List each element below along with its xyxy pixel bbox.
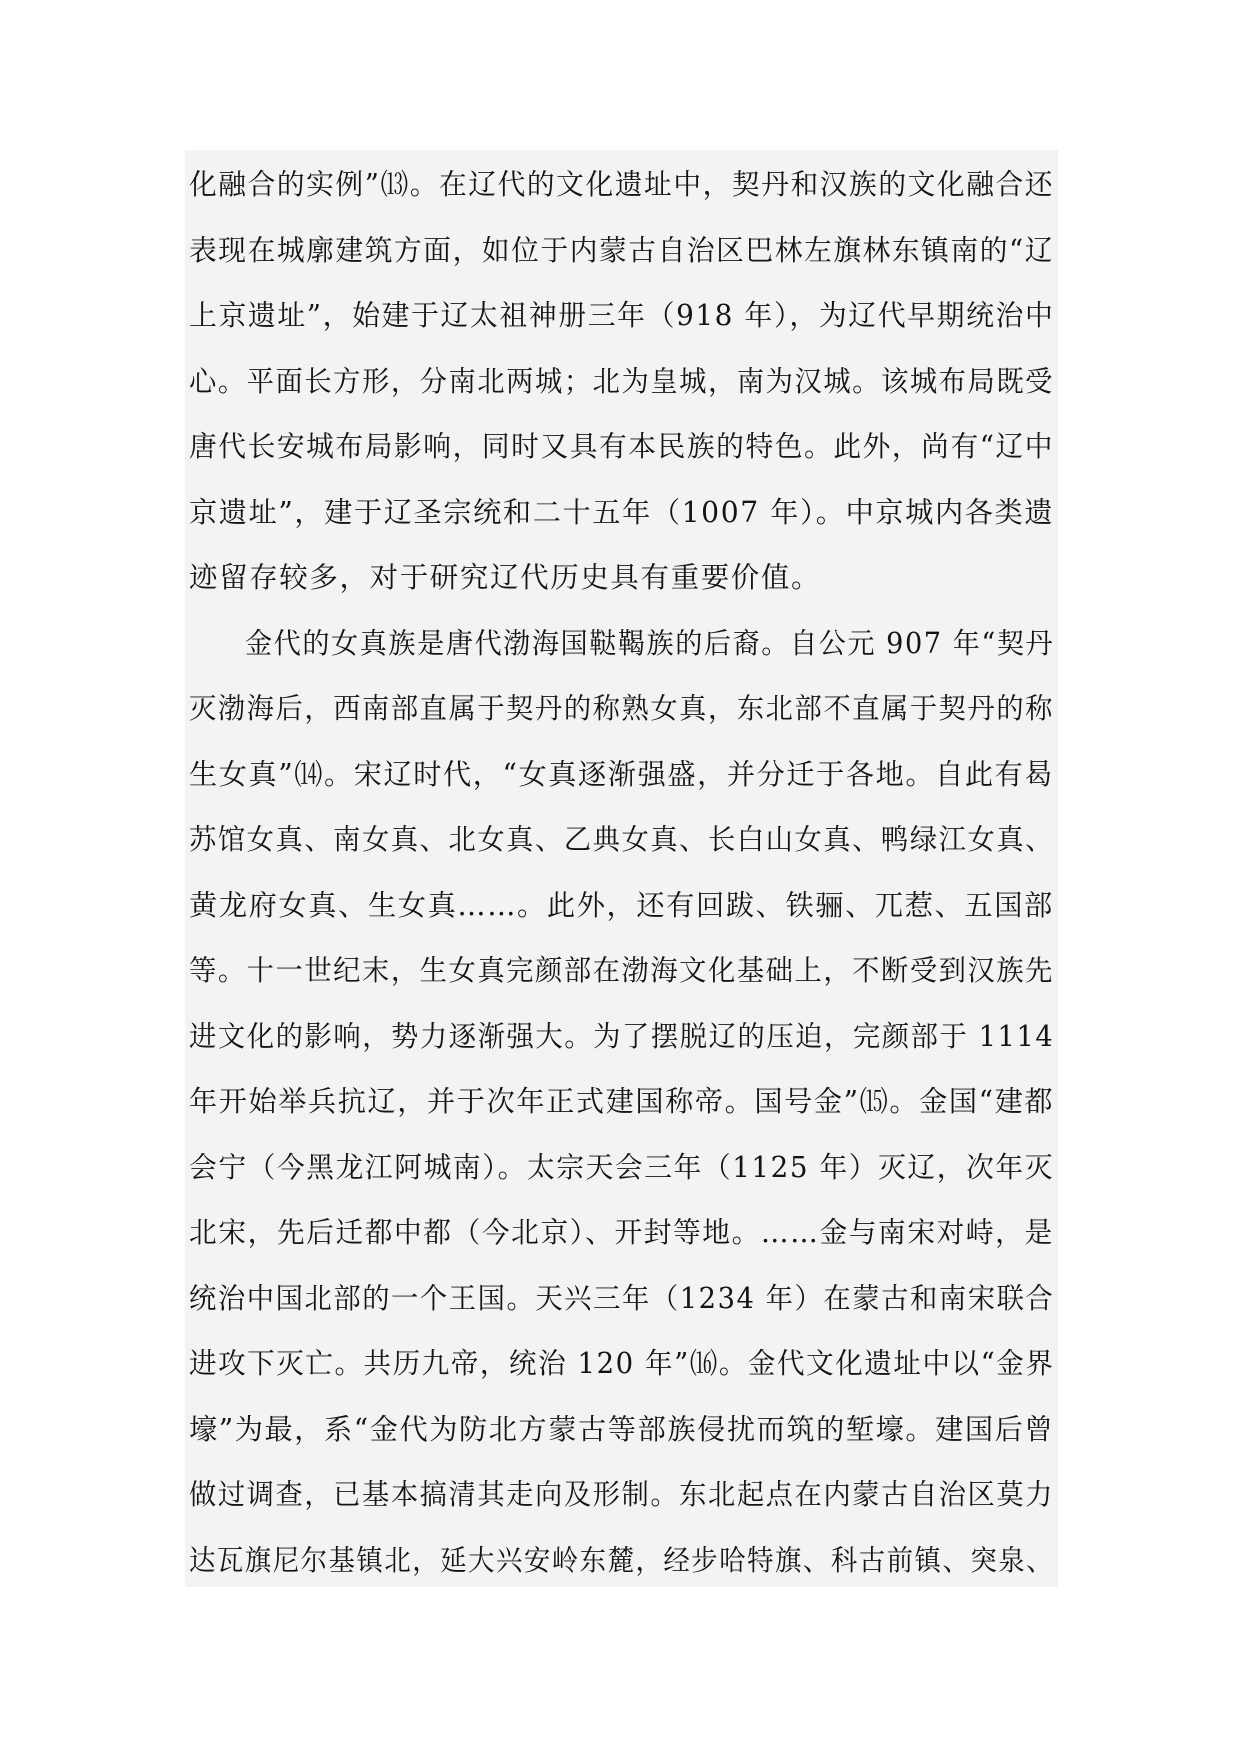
text-line: 达瓦旗尼尔基镇北，延大兴安岭东麓，经步哈特旗、科古前镇、突泉、 bbox=[189, 1543, 1055, 1577]
text-line: 等。十一世纪末，生女真完颜部在渤海文化基础上，不断受到汉族先 bbox=[189, 954, 1054, 987]
document-text-block bbox=[185, 150, 1058, 1587]
text-line: 生女真”⒁。宋辽时代，“女真逐渐强盛，并分迁于各地。自此有曷 bbox=[189, 757, 1055, 791]
text-line: 表现在城廓建筑方面，如位于内蒙古自治区巴林左旗林东镇南的“辽 bbox=[189, 233, 1055, 267]
text-line: 化融合的实例”⒀。在辽代的文化遗址中，契丹和汉族的文化融合还 bbox=[189, 168, 1055, 201]
text-line: 壕”为最，系“金代为防北方蒙古等部族侵扰而筑的堑壕。建国后曾 bbox=[189, 1412, 1055, 1446]
text-line: 统治中国北部的一个王国。天兴三年（1234 年）在蒙古和南宋联合 bbox=[189, 1281, 1055, 1315]
text-line: 苏馆女真、南女真、北女真、乙典女真、长白山女真、鸭绿江女真、 bbox=[189, 823, 1054, 856]
text-line: 迹留存较多，对于研究辽代历史具有重要价值。 bbox=[189, 561, 822, 594]
text-line: 年开始举兵抗辽，并于次年正式建国称帝。国号金”⒂。金国“建都 bbox=[189, 1085, 1055, 1118]
text-line: 黄龙府女真、生女真……。此外，还有回跋、铁骊、兀惹、五国部 bbox=[189, 888, 1054, 922]
paragraph-first-line: 金代的女真族是唐代渤海国鞑鞨族的后裔。自公元 907 年“契丹 bbox=[245, 626, 1055, 660]
text-line: 灭渤海后，西南部直属于契丹的称熟女真，东北部不直属于契丹的称 bbox=[189, 692, 1054, 725]
text-line: 会宁（今黑龙江阿城南）。太宗天会三年（1125 年）灭辽，次年灭 bbox=[189, 1150, 1055, 1184]
text-line: 唐代长安城布局影响，同时又具有本民族的特色。此外，尚有“辽中 bbox=[189, 430, 1055, 463]
text-line: 北宋，先后迁都中都（今北京）、开封等地。……金与南宋对峙，是 bbox=[189, 1216, 1054, 1249]
text-line: 进攻下灭亡。共历九帝，统治 120 年”⒃。金代文化遗址中以“金界 bbox=[189, 1347, 1055, 1380]
text-line: 做过调查，已基本搞清其走向及形制。东北起点在内蒙古自治区莫力 bbox=[189, 1478, 1054, 1511]
text-line: 心。平面长方形，分南北两城；北为皇城，南为汉城。该城布局既受 bbox=[189, 364, 1054, 398]
text-line: 进文化的影响，势力逐渐强大。为了摆脱辽的压迫，完颜部于 1114 bbox=[189, 1019, 1055, 1053]
text-line: 京遗址”，建于辽圣宗统和二十五年（1007 年）。中京城内各类遗 bbox=[189, 495, 1055, 529]
text-line: 上京遗址”，始建于辽太祖神册三年（918 年），为辽代早期统治中 bbox=[189, 299, 1055, 332]
